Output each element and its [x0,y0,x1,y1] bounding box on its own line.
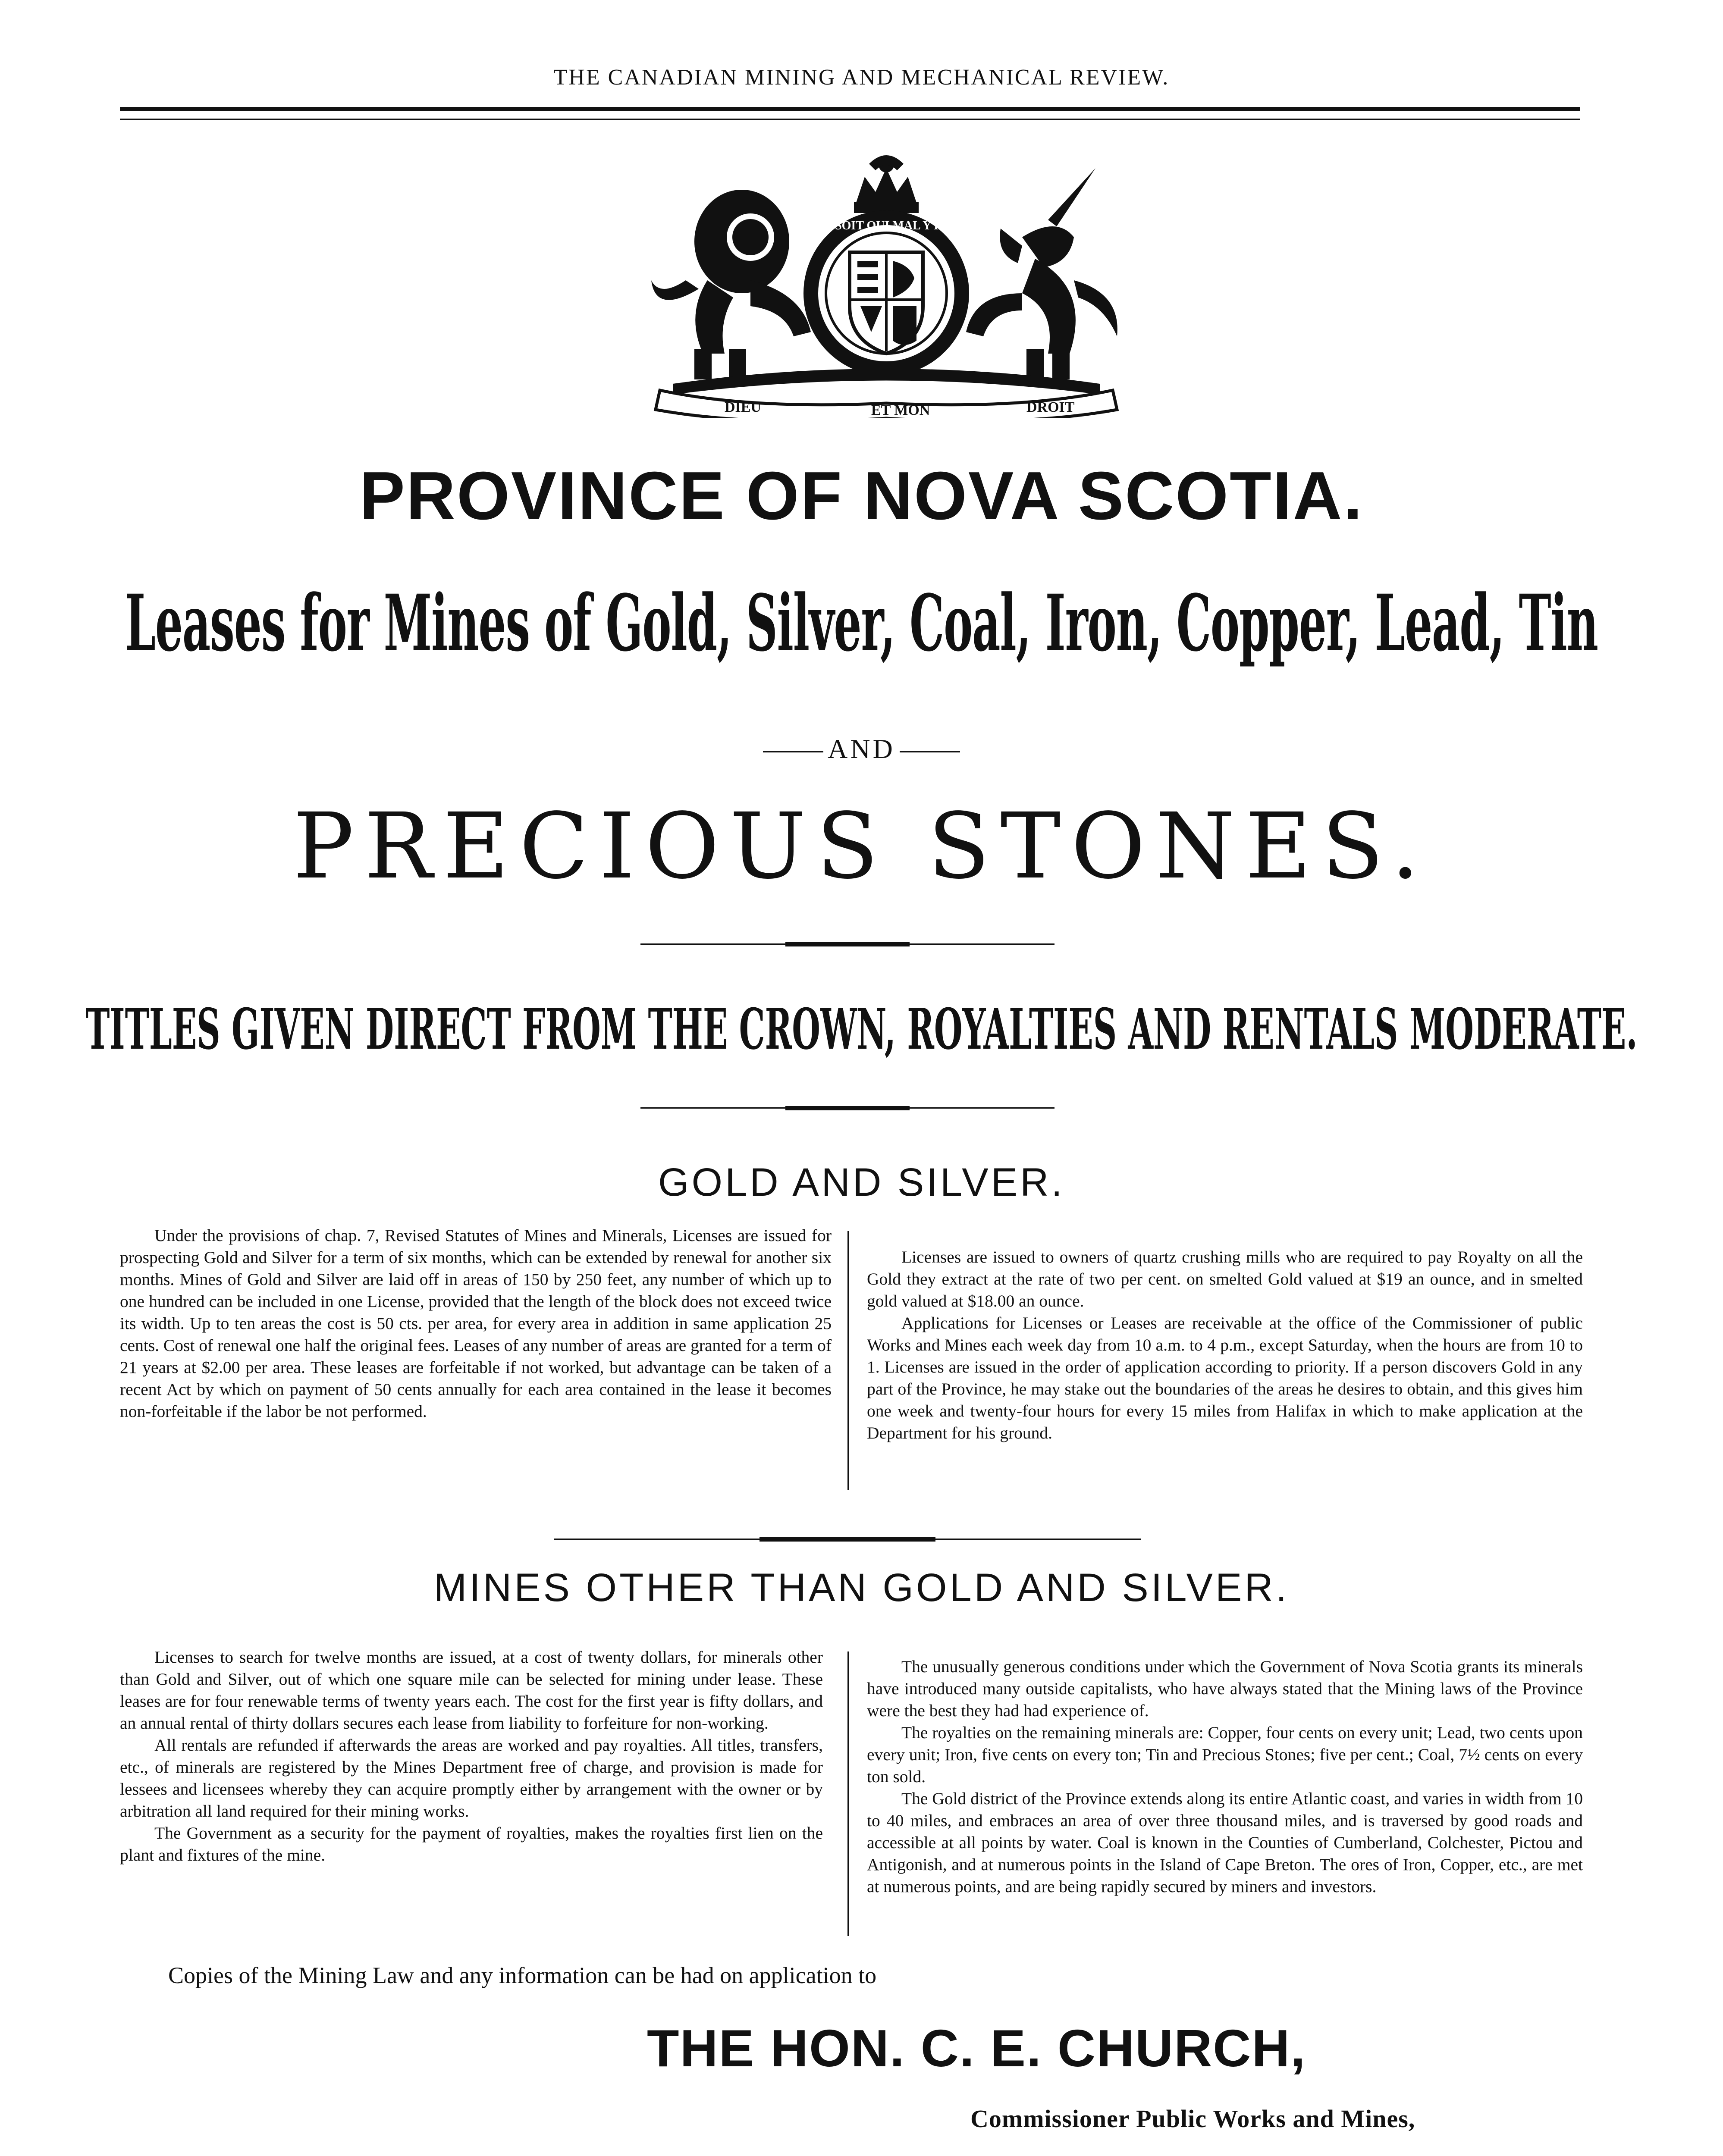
paragraph: Licenses to search for twelve months are issued, at a cost of twenty dollars, for minerals other than Gold and Silver, out of which one square mile can be selected for mining under lease. These leases are for four renewable terms of twenty years each. The cost for the first year is fifty dollars, and an annual rental of thirty dollars secures each lease from liability to forfeiture for non-working. [120,1648,823,1733]
ornamental-rule-3 [554,1535,1141,1543]
gold-silver-left-column [120,1225,832,1423]
paragraph: Under the provisions of chap. 7, Revised Statutes of Mines and Minerals, Licenses are issued for prospecting Gold and Silver for a term of six months, which can be extended by renewal for another six months. Mines of Gold and Silver are laid off in areas of 150 by 250 feet, any number of which up to one hundred can be included in one License, provided that the length of the block does not exceed twice its width. Up to ten areas the cost is 50 cts. per area, for every area in addition in same application 25 cents. Cost of renewal one half the original fees. Leases of any number of areas are granted for a term of 21 years at $2.00 per area. These leases are forfeitable if not worked, but advantage can be taken of a recent Act by which on payment of 50 cents annually for each area contained in the lease it becomes non-forfeitable if the labor be not performed. [120,1226,832,1421]
heading-gold-and-silver: GOLD AND SILVER. [658,1160,1065,1204]
signatory-title: Commissioner Public Works and Mines, [970,2105,1415,2133]
column-divider-2 [847,1651,849,1936]
motto-left: DIEU [725,399,762,415]
other-mines-left-column [120,1646,823,1866]
paragraph: The Government as a security for the payment of royalties, makes the royalties first lien on the plant and fixtures of the mine. [120,1824,823,1865]
title-titles-given: TITLES GIVEN DIRECT FROM THE CROWN, ROYALTIES AND RENTALS MODERATE. [85,996,1638,1062]
motto-center: ET MON [871,402,930,418]
and-dash-right [900,751,960,752]
signatory-name: THE HON. C. E. CHURCH, [647,2019,1306,2078]
ornamental-rule-1 [640,940,1055,948]
header-rule-thick [120,107,1580,111]
title-leases: Leases for Mines of Gold, Silver, Coal, Iron, Copper, Lead, Tin [125,578,1598,669]
paragraph: Applications for Licenses or Leases are receivable at the office of the Commissioner of public Works and Mines each week day from 10 a.m. to 4 p.m., except Saturday, when the hours are from 10 to 1. Licenses are issued in the order of application according to priority. If a person discovers Gold in any part of the Province, he may stake out the boundaries of the areas he desires to obtain, and this gives him one week and twenty-four hours for every 15 miles from Halifax in which to make application at the Department for his ground. [867,1313,1583,1442]
heading-mines-other: MINES OTHER THAN GOLD AND SILVER. [433,1566,1290,1610]
royal-coat-of-arms [621,151,1152,418]
paragraph: Licenses are issued to owners of quartz crushing mills who are required to pay Royalty on all the Gold they extract at the rate of two per cent. on smelted Gold valued at $19 an ounce, and in smelted gold valued at $18.00 an ounce. [867,1247,1583,1310]
paragraph: The unusually generous conditions under which the Government of Nova Scotia grants its minerals have introduced many outside capitalists, who have always stated that the Mining laws of the Province were the best they had had experience of. [867,1657,1583,1720]
garter-motto: HONI SOIT QUI MAL Y PENSE [800,219,973,232]
paragraph: The Gold district of the Province extends along its entire Atlantic coast, and varies in width from 10 to 40 miles, and embraces an area of over three thousand miles, and is traversed by good roads and accessible at all points by water. Coal is known in the Counties of Cumberland, Colchester, Pictou and Antigonish, and at numerous points in the Island of Cape Breton. The ores of Iron, Copper, etc., are met at numerous points, and are being rapidly secured by miners and investors. [867,1789,1583,1896]
gold-silver-right-column [867,1246,1583,1444]
paragraph: The royalties on the remaining minerals are: Copper, four cents on every unit; Lead, two cents upon every unit; Iron, five cents on every ton; Tin and Precious Stones; five per cent.; Coal, 7½ cents on every ton sold. [867,1723,1583,1786]
other-mines-right-column [867,1656,1583,1898]
and-separator [0,733,1723,765]
running-head: THE CANADIAN MINING AND MECHANICAL REVIEW. [553,65,1170,90]
motto-right: DROIT [1026,399,1075,415]
ornamental-rule-2 [640,1104,1055,1112]
title-province: PROVINCE OF NOVA SCOTIA. [359,458,1364,534]
and-word: AND [828,733,895,764]
column-divider-1 [847,1231,849,1490]
copies-notice: Copies of the Mining Law and any information can be had on application to [168,1962,877,1988]
header-rule-thin [120,119,1580,120]
title-precious-stones: PRECIOUS STONES. [293,793,1430,899]
and-dash-left [763,751,823,752]
paragraph: All rentals are refunded if afterwards the areas are worked and pay royalties. All titles, transfers, etc., of minerals are registered by the Mines Department free of charge, and provision is made for lessees and licensees whereby they can acquire promptly either by arrangement with the owner or by arbitration all land required for their mining works. [120,1736,823,1821]
